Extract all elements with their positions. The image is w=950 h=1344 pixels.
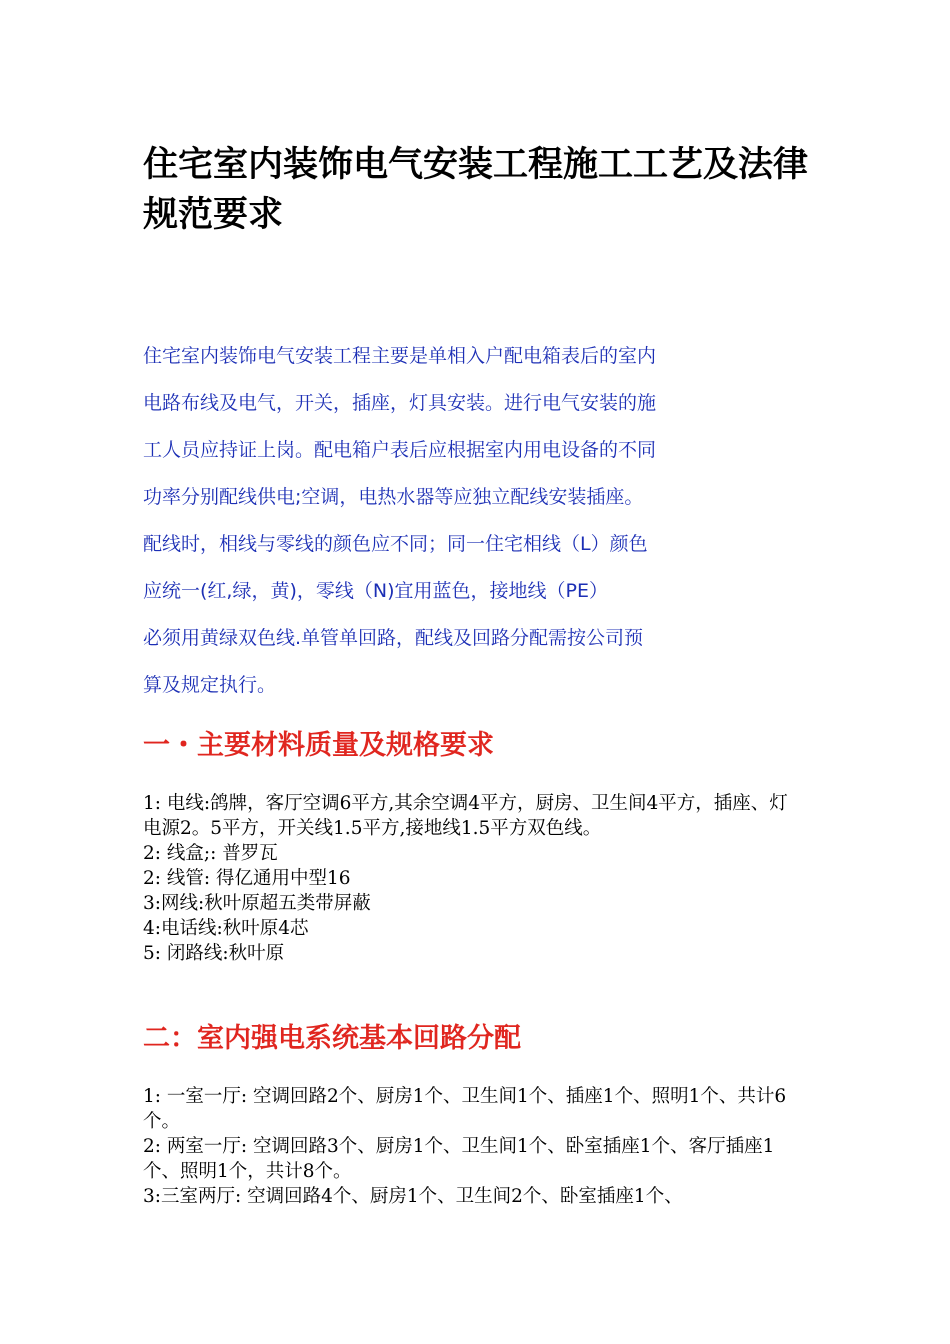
list-item: 3:三室两厅: 空调回路4个、厨房1个、卫生间2个、卧室插座1个、	[143, 1186, 683, 1207]
document-title: 住宅室内装饰电气安装工程施工工艺及法律规范要求	[143, 145, 809, 235]
list-item: 5: 闭路线:秋叶原	[143, 943, 285, 964]
intro-line: 电路布线及电气，开关，插座，灯具安装。进行电气安装的施	[143, 392, 657, 414]
section-heading-circuits: 二：室内强电系统基本回路分配	[143, 1023, 521, 1054]
list-item: 3:网线:秋叶原超五类带屏蔽	[143, 893, 371, 914]
list-item: 2: 两室一厅: 空调回路3个、厨房1个、卫生间1个、卧室插座1个、客厅插座1个、照明1个，共计8个。	[143, 1136, 775, 1182]
intro-line: 必须用黄绿双色线.单管单回路，配线及回路分配需按公司预	[143, 627, 644, 649]
intro-paragraph	[143, 333, 783, 709]
circuits-list	[143, 1084, 793, 1209]
list-item: 4:电话线:秋叶原4芯	[143, 918, 309, 939]
intro-line: 住宅室内装饰电气安装工程主要是单相入户配电箱表后的室内	[143, 345, 657, 367]
list-item: 1: 一室一厅: 空调回路2个、厨房1个、卫生间1个、插座1个、照明1个、共计6个。	[143, 1086, 787, 1132]
section-heading-materials: 一・主要材料质量及规格要求	[143, 730, 494, 761]
intro-line: 工人员应持证上岗。配电箱户表后应根据室内用电设备的不同	[143, 439, 657, 461]
intro-line: 功率分别配线供电;空调，电热水器等应独立配线安装插座。	[143, 486, 644, 508]
list-item: 2: 线管: 得亿通用中型16	[143, 868, 351, 889]
intro-line: 配线时，相线与零线的颜色应不同；同一住宅相线（L）颜色	[143, 533, 648, 555]
list-item: 1: 电线:鸽牌，客厅空调6平方,其余空调4平方，厨房、卫生间4平方，插座、灯电源2。5平方，开关线1.5平方,接地线1.5平方双色线。	[143, 793, 788, 839]
intro-line: 应统一(红,绿，黄)，零线（N)宜用蓝色，接地线（PE）	[143, 580, 608, 602]
intro-line: 算及规定执行。	[143, 674, 277, 696]
materials-list	[143, 791, 793, 966]
list-item: 2: 线盒;: 普罗瓦	[143, 843, 278, 864]
